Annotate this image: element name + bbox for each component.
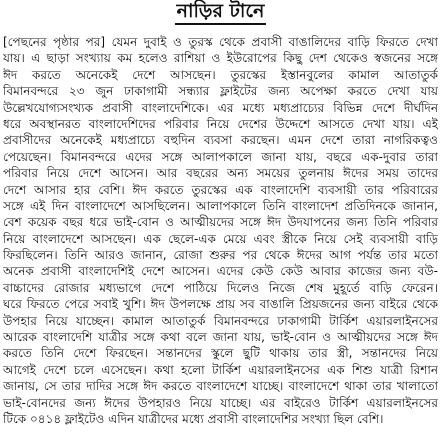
- article-line: বেশ কয়েক বছর ধরে ভাই-বোন ও আত্মীয়দের সঙ্গে ঈদ উদযাপনের জন্য তিনি পরিবার: [3, 215, 438, 230]
- article-line: বিমানবন্দরে ২৩ জুন ঢাকাগামী সন্ধ্যার ফ্লাইটের জন্য অপেক্ষা করতে দেখা যায়: [3, 84, 438, 99]
- article-line: টিকে ০৪১৪ ফ্লাইটেও এদিন যাত্রীদের মধ্যে প্রবাসী বাংলাদেশির সংখ্যা ছিল বেশি।: [3, 411, 384, 426]
- article-line: যায়। এ ছাড়া সংখ্যায় কম হলেও রাশিয়া ও ইউরোপের কিছু দেশ থেকেও স্বজনের সঙ্গে: [3, 51, 438, 66]
- continuation-label: [পেছনের পৃষ্ঠার পর]: [3, 35, 106, 49]
- article-line: ভাই-বোনদের জন্য ঈদের উপহারও নিয়ে যাচ্ছে। এর বাইরেও টার্কিশ এয়ারলাইনসের: [3, 395, 438, 410]
- article-line: প্রবাসীদের অনেকেই মধ্যপ্রাচ্যে বহুদিন ব্যবসা করছেন। এমন দেশে তারা নাগরিকত্বও: [3, 133, 438, 148]
- article-line: উপহার নিয়ে যাচ্ছেন। কামাল আতাতুর্ক বিমানবন্দরে ঢাকাগামী টার্কিশ এয়ারলাইনসের: [3, 313, 438, 328]
- article-line: ঘরে ফিরতে পেরে সবাই খুশি। ঈদ উপলক্ষে প্রায় সব বাঙালি প্রিয়জনের জন্য বাইরে থেকে: [3, 297, 438, 312]
- article-line: করতে তিনি দেশে ফিরছেন। সন্তানদের স্কুলে ছুটি থাকায় তার স্ত্রী, সন্তানদের নিয়ে: [3, 346, 438, 361]
- article-line: ঈদ করতে অনেকেই দেশে আসছেন। তুরস্কের ইস্তানবুলের কামাল আতাতুর্ক: [3, 67, 438, 82]
- article-line: আগেই দেশে চলে এসেছেন। কথা হলো টার্কিশ এয়ারলাইনসের এক শিশু যাত্রী রিশান: [3, 362, 438, 377]
- article-line-text: যেমন দুবাই ও তুরস্ক থেকে প্রবাসী বাঙালিদের বাড়ি ফিরতে দেখা: [105, 35, 438, 49]
- article-line: [3, 34, 438, 50]
- article-line: বাচ্চাদের রোজার মধ্যভাগে দেশে পাঠিয়ে দিলেও নিজে শেষ মুহূর্তে বাড়ি ফেরেন।: [3, 280, 438, 295]
- article-line: উল্লেখযোগ্যসংখ্যক প্রবাসী বাংলাদেশিকে। এর মধ্যে মধ্যপ্রাচ্যের বিভিন্ন দেশে দীর্ঘদিন: [3, 100, 438, 115]
- article-body: [3, 34, 438, 438]
- headline: নাড়ির টানে: [175, 0, 267, 25]
- article-line: ধরে অবস্থানরত বাংলাদেশিদের পরিবার নিয়ে দেশের উদ্দেশে আসতে দেখা যায়। এই: [3, 116, 438, 131]
- headline-container: [0, 0, 441, 26]
- article-line: দেশে আসার হার বেশি। ঈদ করতে তুরস্কের এক বাংলাদেশি ব্যবসায়ী তার পরিবারের: [3, 182, 438, 197]
- article-line: অনেক প্রবাসী বাংলাদেশিই দেশে আসেন। এদের কেউ কেউ আবার কাজের জন্য বউ-: [3, 264, 438, 279]
- article-line: ফিরছিলেন। তিনি আরও জানান, রোজা শুরুর পর থেকে ঈদের আগ পর্যন্ত তার মতো: [3, 248, 438, 263]
- article-line: পেয়েছেন। বিমানবন্দরে এদের সঙ্গে আলাপকালে জানা যায়, বছরে এক-দুবার তারা: [3, 149, 438, 164]
- article-line: আরেক বাংলাদেশি যাত্রীর সঙ্গে কথা বলে জানা যায়, ভাই-বোন ও আত্মীয়দের সঙ্গে ঈদ: [3, 330, 438, 345]
- article-line: জানায়, সে তার দাদির সঙ্গে ঈদ করতে বাংলাদেশে যাচ্ছে। বাংলাদেশে থাকা তার খালাতো: [3, 379, 438, 394]
- article-line: সঙ্গে এই দিন বাংলাদেশে আসছিলেন। আলাপকালে তিনি বাংলাদেশ প্রতিদিনকে জানান,: [3, 198, 438, 213]
- article-line: নিয়ে বাংলাদেশে আসছেন। এক ছেলে-এক মেয়ে এবং স্ত্রীকে নিয়ে সেই ব্যবসায়ী বাড়ি: [3, 231, 438, 246]
- article-line: পরিবার নিয়ে দেশে আসেন। আর বছরের অন্য সময়ের তুলনায় ঈদের সময় তাদের: [3, 166, 438, 181]
